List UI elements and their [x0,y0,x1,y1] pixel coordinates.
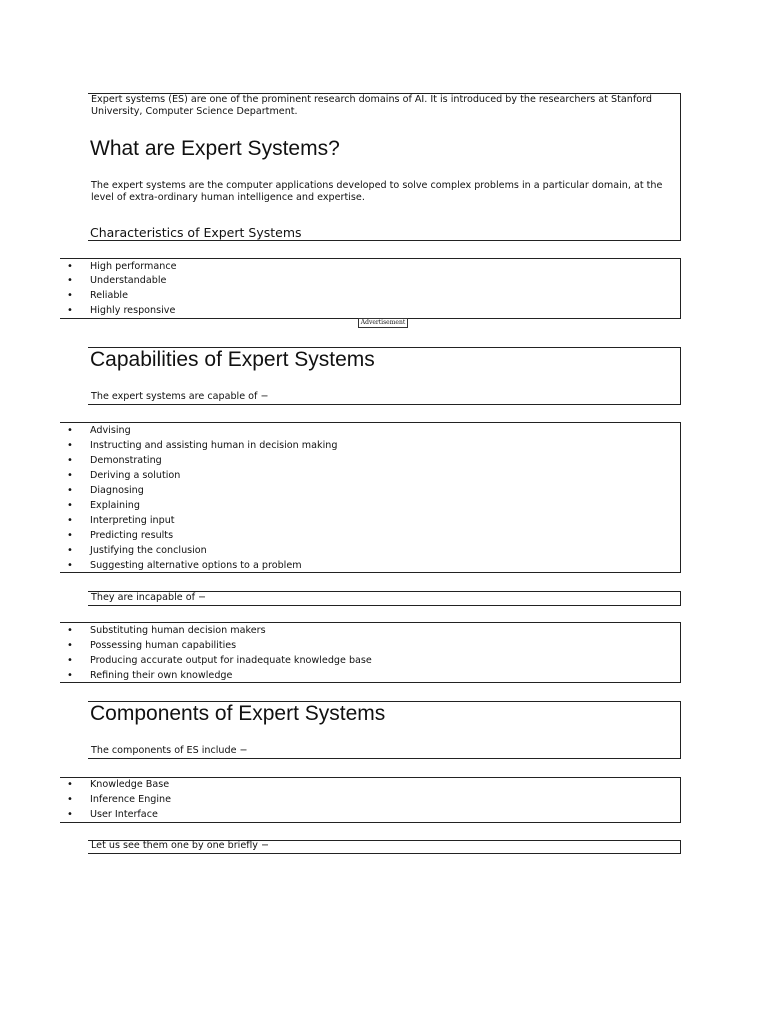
bullet-icon: • [67,545,73,556]
bullet-icon: • [67,440,73,451]
list-item: Justifying the conclusion [90,545,207,556]
intro-paragraph: Expert systems (ES) are one of the prominent research domains of AI. It is introduced by the researchers at Stanford University, Computer Science Department. [91,94,652,117]
heading-capabilities: Capabilities of Expert Systems [90,348,375,371]
list-item: Substituting human decision makers [90,625,266,636]
bullet-icon: • [67,455,73,466]
list-item: User Interface [90,809,158,820]
bullet-icon: • [67,515,73,526]
bullet-icon: • [67,275,73,286]
components-paragraph: The components of ES include − [91,745,248,756]
bullet-icon: • [67,500,73,511]
bullet-icon: • [67,779,73,790]
list-item: Knowledge Base [90,779,170,790]
heading-components: Components of Expert Systems [90,702,386,725]
list-item: Instructing and assisting human in decision making [90,440,338,451]
list-item: Explaining [90,500,140,511]
bullet-icon: • [67,655,73,666]
list-item: Predicting results [90,530,174,541]
bullet-icon: • [67,794,73,805]
list-item: Possessing human capabilities [90,640,237,651]
list-item: Refining their own knowledge [90,670,233,681]
heading-characteristics: Characteristics of Expert Systems [90,225,302,240]
bullet-icon: • [67,625,73,636]
bullet-icon: • [67,305,73,316]
list-item: Advising [90,425,131,436]
list-item: Reliable [90,290,129,301]
list-item: Suggesting alternative options to a problem [90,560,302,571]
list-item: Demonstrating [90,455,162,466]
bullet-icon: • [67,470,73,481]
incapable-paragraph: They are incapable of − [91,592,207,603]
list-item: Highly responsive [90,305,176,316]
list-item: Understandable [90,275,167,286]
list-item: Diagnosing [90,485,144,496]
list-item: High performance [90,261,177,272]
bullet-icon: • [67,290,73,301]
bullet-icon: • [67,809,73,820]
advertisement-label[interactable]: Advertisement [358,318,408,328]
list-item: Deriving a solution [90,470,181,481]
capabilities-paragraph: The expert systems are capable of − [91,391,269,402]
bullet-icon: • [67,640,73,651]
heading-what-are-expert-systems: What are Expert Systems? [90,137,340,160]
bullet-icon: • [67,670,73,681]
list-item: Inference Engine [90,794,172,805]
bullet-icon: • [67,530,73,541]
list-item: Interpreting input [90,515,175,526]
bullet-icon: • [67,261,73,272]
bullet-icon: • [67,425,73,436]
list-item: Producing accurate output for inadequate knowledge base [90,655,372,666]
what-paragraph: The expert systems are the computer applications developed to solve complex problems in a particular domain, at the level of extra-ordinary human intelligence and expertise. [91,180,663,203]
outro-paragraph: Let us see them one by one briefly − [91,840,270,851]
bullet-icon: • [67,485,73,496]
bullet-icon: • [67,560,73,571]
